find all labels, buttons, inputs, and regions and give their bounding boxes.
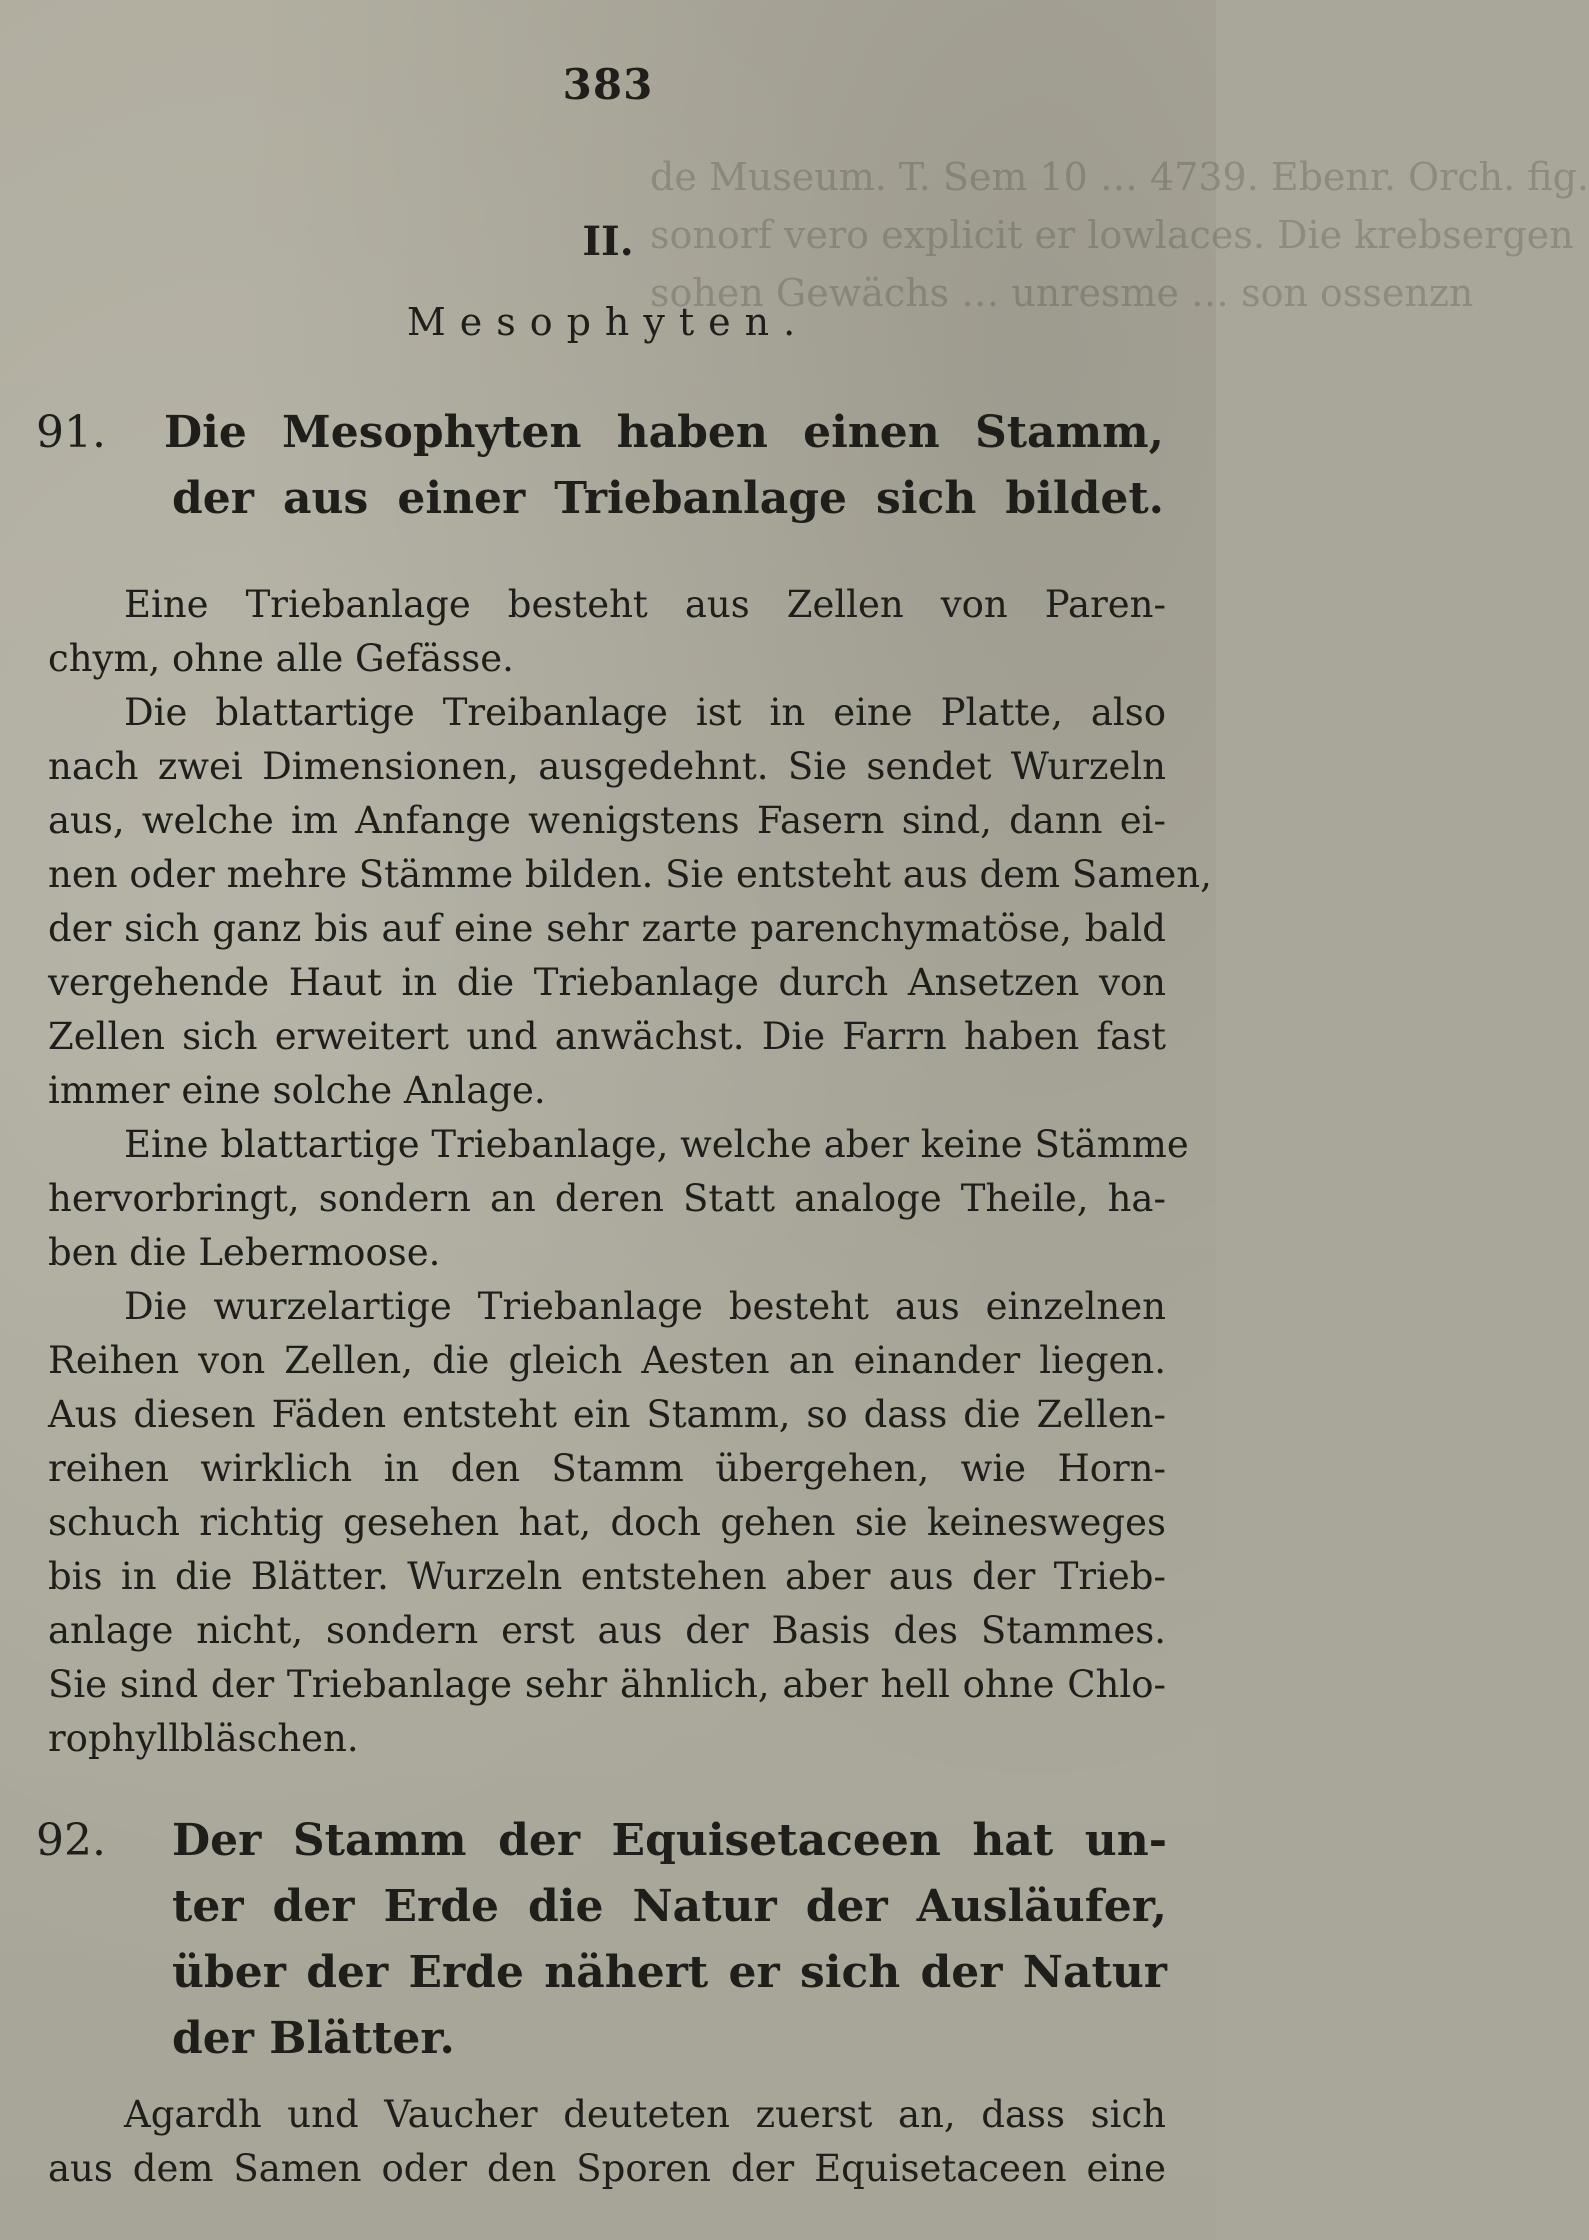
heading-91	[36, 400, 1166, 532]
text-line: chym, ohne alle Gefässe.	[48, 637, 514, 680]
text-line: Eine Triebanlage besteht aus Zellen von Paren-	[124, 583, 1166, 626]
text-line: Zellen sich erweitert und anwächst. Die Farrn haben fast	[48, 1015, 1166, 1058]
text-line: ben die Lebermoose.	[48, 1231, 441, 1274]
text-line: Die wurzelartige Triebanlage besteht aus einzelnen	[124, 1285, 1166, 1328]
text-line: nen oder mehre Stämme bilden. Sie entsteht aus dem Samen,	[48, 853, 1212, 896]
text-line: nach zwei Dimensionen, ausgedehnt. Sie sendet Wurzeln	[48, 745, 1166, 788]
text-line: aus dem Samen oder den Sporen der Equisetaceen eine	[48, 2147, 1166, 2190]
heading-line: Die Mesophyten haben einen Stamm,	[164, 407, 1164, 458]
section-title: Mesophyten.	[406, 300, 810, 344]
text-line: Eine blattartige Triebanlage, welche aber keine Stämme	[124, 1123, 1189, 1166]
heading-number: 91.	[36, 407, 106, 458]
heading-line: über der Erde nähert er sich der Natur	[172, 1947, 1167, 1998]
bleed-line: de Museum. T. Sem 10 … 4739. Ebenr. Orch. fig.	[650, 155, 1589, 199]
bleed-line: sohen Gewächs … unresme … son ossenzn	[650, 271, 1474, 315]
text-line: hervorbringt, sondern an deren Statt analoge Theile, ha-	[48, 1177, 1166, 1220]
text-line: Sie sind der Triebanlage sehr ähnlich, aber hell ohne Chlo-	[48, 1663, 1166, 1706]
heading-line: ter der Erde die Natur der Ausläufer,	[172, 1881, 1167, 1932]
heading-92	[36, 1808, 1166, 2072]
text-line: anlage nicht, sondern erst aus der Basis des Stammes.	[48, 1609, 1166, 1652]
heading-number: 92.	[36, 1815, 106, 1866]
heading-line: der aus einer Triebanlage sich bildet.	[172, 473, 1164, 524]
text-line: immer eine solche Anlage.	[48, 1069, 546, 1112]
text-line: schuch richtig gesehen hat, doch gehen sie keinesweges	[48, 1501, 1166, 1544]
text-line: reihen wirklich in den Stamm übergehen, wie Horn-	[48, 1447, 1166, 1490]
text-line: Die blattartige Treibanlage ist in eine Platte, also	[124, 691, 1166, 734]
section-number: II.	[582, 218, 634, 265]
text-line: rophyllbläschen.	[48, 1717, 359, 1760]
text-line: Reihen von Zellen, die gleich Aesten an einander liegen.	[48, 1339, 1166, 1382]
paragraph-block-91	[48, 578, 1212, 1766]
text-line: vergehende Haut in die Triebanlage durch Ansetzen von	[48, 961, 1166, 1004]
heading-line: der Blätter.	[172, 2013, 455, 2064]
text-line: aus, welche im Anfange wenigstens Fasern sind, dann ei-	[48, 799, 1166, 842]
page-number: 383	[562, 60, 654, 109]
text-line: der sich ganz bis auf eine sehr zarte parenchymatöse, bald	[48, 907, 1166, 950]
bleed-line: sonorf vero explicit er lowlaces. Die krebsergen	[650, 213, 1574, 257]
paragraph-block-92	[48, 2088, 1166, 2196]
text-line: Agardh und Vaucher deuteten zuerst an, dass sich	[124, 2093, 1166, 2136]
heading-line: Der Stamm der Equisetaceen hat un-	[172, 1815, 1167, 1866]
text-line: Aus diesen Fäden entsteht ein Stamm, so dass die Zellen-	[48, 1393, 1166, 1436]
text-line: bis in die Blätter. Wurzeln entstehen aber aus der Trieb-	[48, 1555, 1166, 1598]
